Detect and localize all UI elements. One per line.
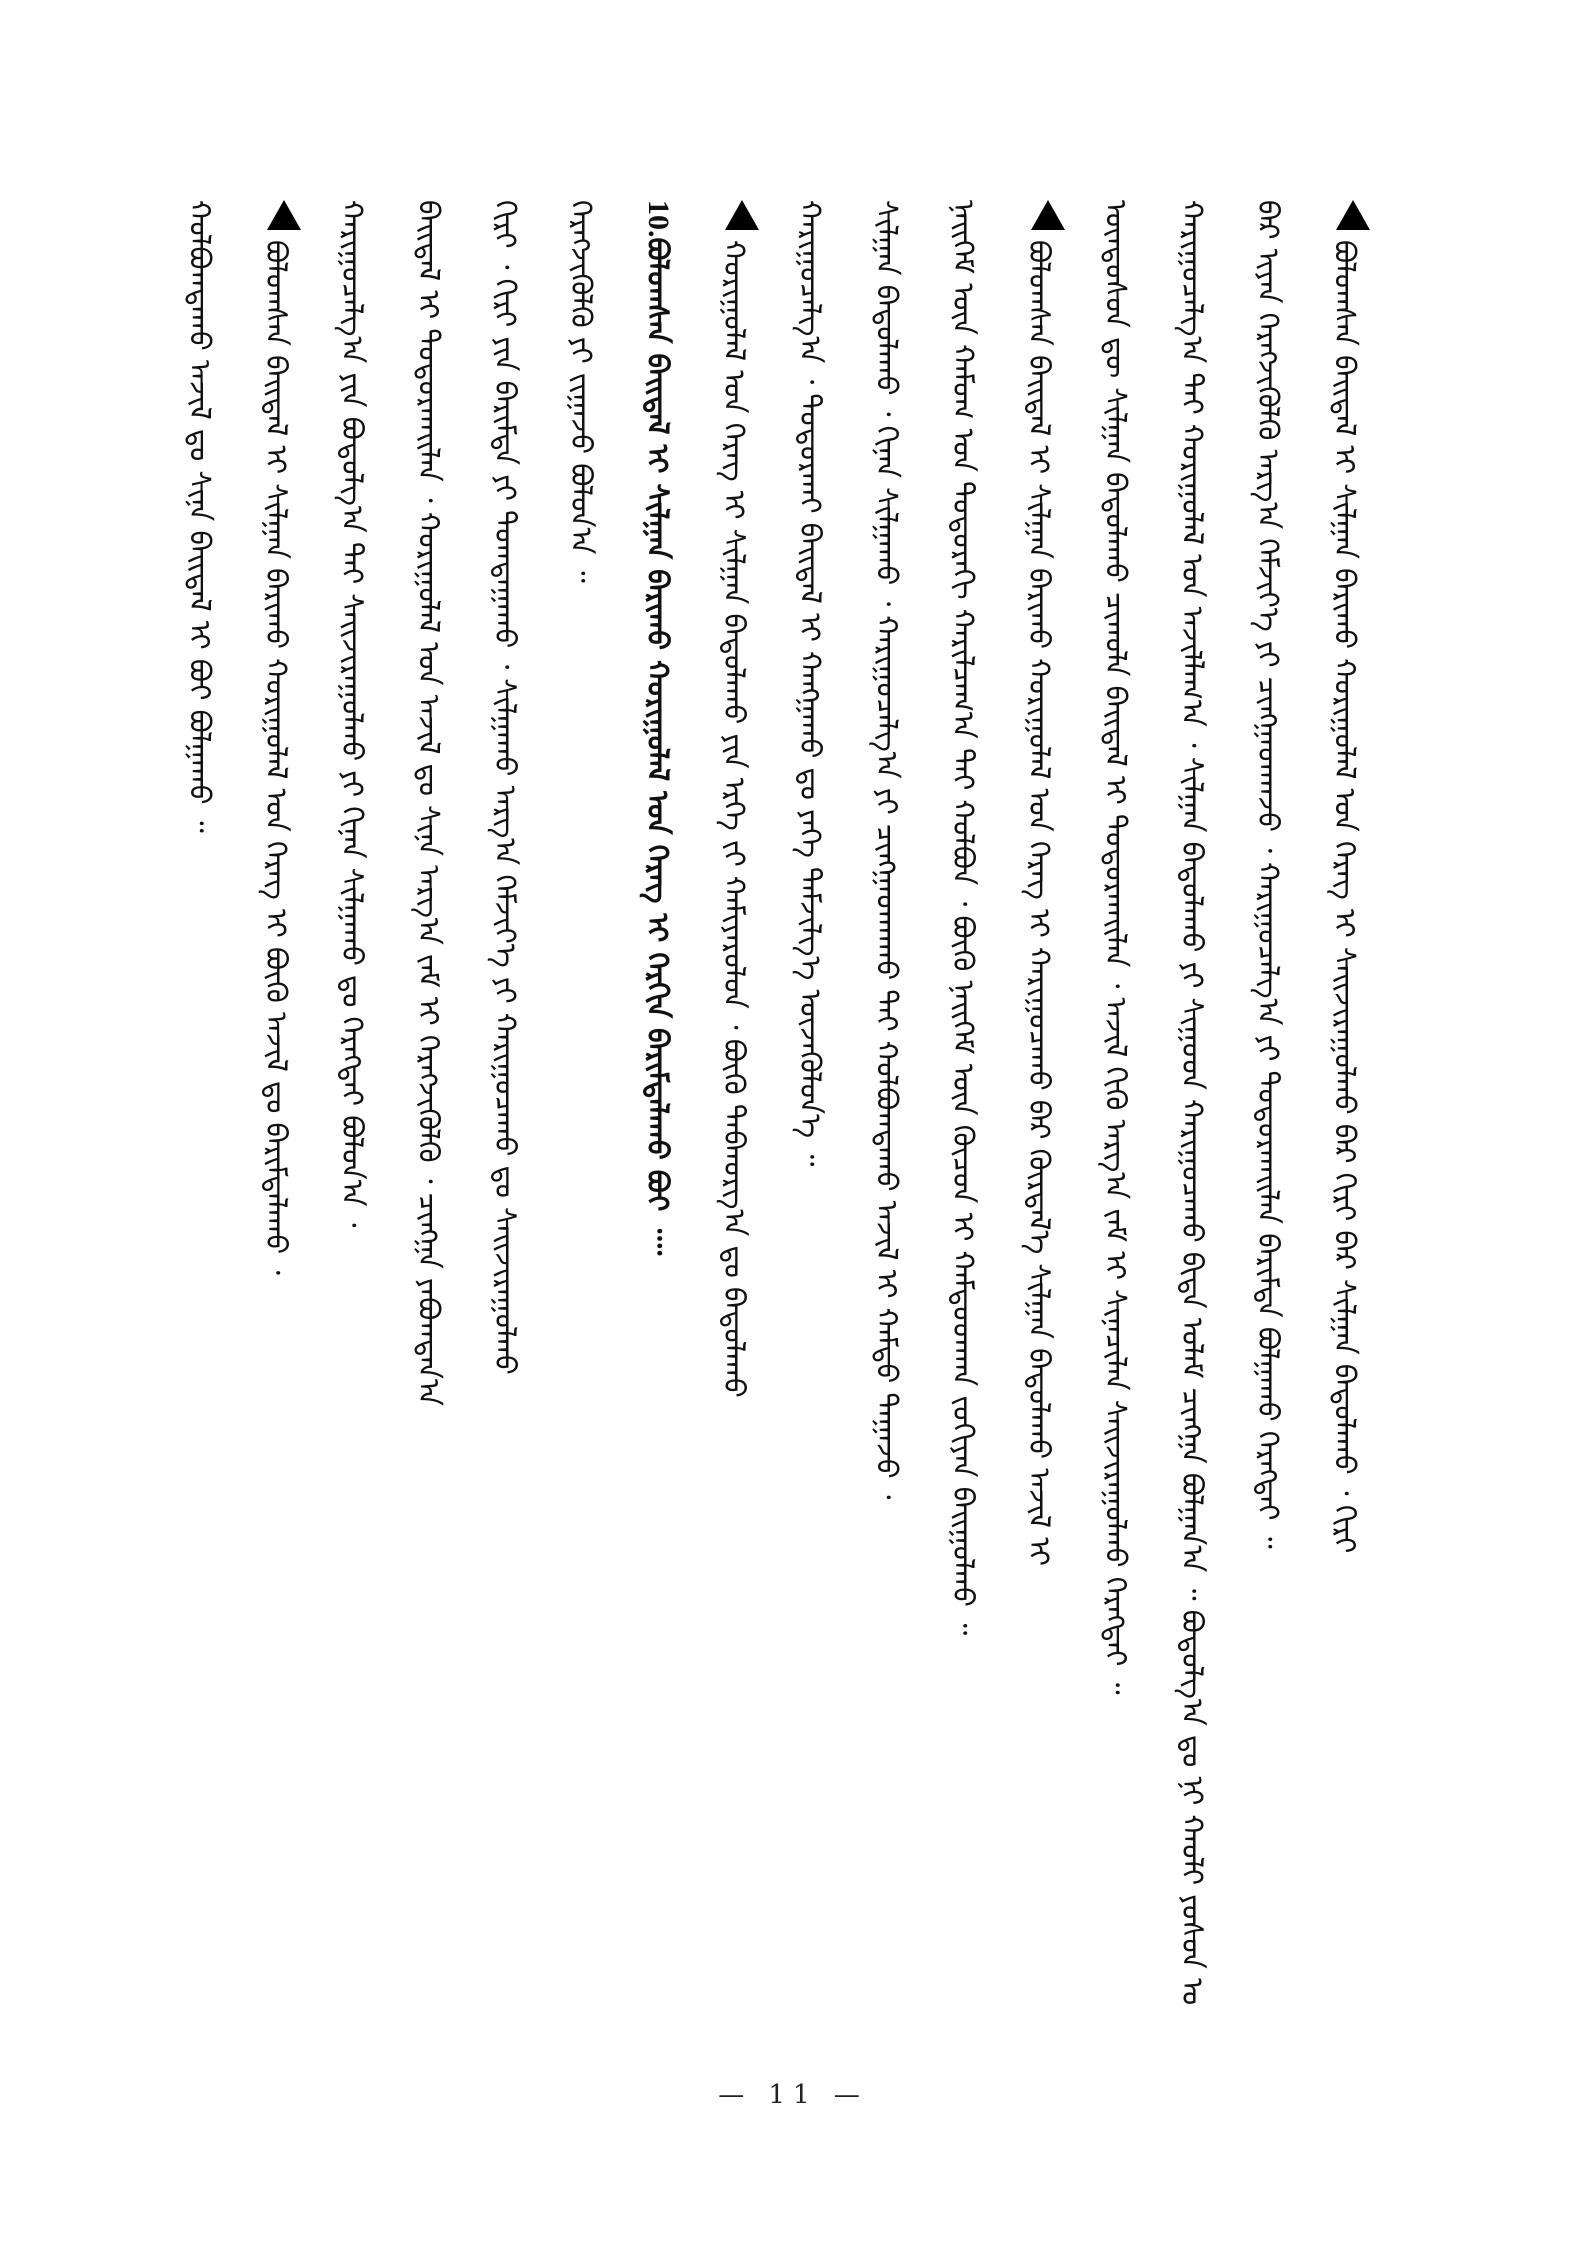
column-text: ᠬᠠᠷᠢᠭᠤᠴᠠᠯᠭ᠎ᠠ ᠶᠢᠨ ᠪᠣᠳᠤᠯᠭ᠎ᠠ ᠲᠠᠢ ᠰᠠᠢᠵᠢᠷᠠᠭᠤᠯᠬᠤ ᠶᠢ ᠬᠢᠨᠠᠨ ᠰᠢᠯᠭᠠᠬᠤ ᠳᠤ ᠬᠡᠷᠡᠭᠲᠡᠢ ᠪᠣᠯᠤᠨ᠎ᠠ ᠂ bbox=[335, 200, 370, 1228]
text-column bbox=[562, 200, 602, 2080]
column-text: ᠪᠠᠷ ᠢᠶᠠᠨ ᠬᠡᠷᠡᠭᠵᠢᠭᠦᠯᠬᠦ ᠠᠷᠭ᠎ᠠ ᠬᠡᠮᠵᠢᠶ᠎ᠡ ᠶᠢ ᠴᠢᠩᠭᠠᠳᠬᠠᠵᠤ ᠂ ᠬᠠᠷᠢᠭᠤᠴᠠᠯᠭ᠎ᠠ ᠶᠢ ᠲᠣᠳᠣᠷᠬᠠᠢᠯᠠᠨ ᠪᠠᠷᠢᠮᠲᠠ ᠪᠣᠯᠭᠠᠬᠤ ᠬᠡᠷᠡᠭᠲᠡᠢ ᠃ bbox=[1251, 200, 1286, 1549]
text-column bbox=[714, 200, 759, 2080]
column-text: ᠬᠠᠷᠢᠭᠤᠴᠠᠯᠭ᠎ᠠ ᠲᠠᠢ ᠬᠣᠷᠢᠭᠤᠯᠠᠯ ᠤᠨ ᠠᠵᠢᠯᠯᠠᠭ᠎ᠠ ᠂ ᠰᠢᠯᠭᠠᠨ ᠪᠠᠲᠤᠯᠠᠬᠤ ᠶᠢ ᠰᠢᠭᠤᠳ ᠬᠠᠷᠢᠭᠤᠴᠠᠬᠤ ᠪᠢᠳᠡ ᠤᠯᠠᠮ ᠴᠢᠩᠭᠠ ᠪᠣᠯᠭᠠᠨ᠎ᠠ ᠃ ᠪᠣᠳᠤᠯᠭ᠎ᠠ ᠳᠤ ᠨᠢ ᠬᠠᠤᠯᠢ ᠶᠣᠰᠣᠨ ᠤ bbox=[1175, 200, 1210, 2006]
column-text: ᠬᠡᠷᠡᠭᠵᠢᠭᠦᠯᠬᠦ ᠶᠢ ᠵᠢᠭᠠᠵᠤ ᠪᠣᠯᠤᠨ᠎ᠠ ᠃ bbox=[564, 200, 599, 583]
column-text: ᠬᠣᠷᠢᠭᠤᠯᠠᠯ ᠤᠨ ᠬᠡᠷᠡᠭ ᠢ ᠰᠢᠯᠭᠠᠨ ᠪᠠᠲᠤᠯᠠᠬᠤ ᠶᠢᠨ ᠡᠷᠬᠡ ᠵᠢ ᠬᠠᠮᠢᠶᠠᠷᠤᠯᠤᠨ ᠂ ᠪᠦᠬᠦ ᠳᠠᠪᠬᠤᠷᠭ᠎ᠠ ᠳᠤ ᠪᠠᠳᠤᠯᠠᠬᠤ bbox=[717, 240, 752, 1398]
column-text: ᠬᠠᠷᠢᠭᠤᠴᠠᠯᠭ᠎ᠠ ᠂ ᠲᠣᠳᠣᠷᠬᠠᠢ ᠪᠠᠢᠳᠠᠯ ᠢ ᠬᠠᠩᠭᠠᠬᠤ ᠳᠤ ᠶᠡᠬᠡ ᠳᠡᠮᠵᠢᠯᠭ᠎ᠡ ᠦᠵᠡᠭᠦᠯᠦᠨ᠎ᠡ ᠃ bbox=[793, 200, 828, 1167]
section-heading: ᠪᠣᠯᠤᠭᠰᠠᠨ ᠪᠠᠢᠳᠠᠯ ᠢ ᠰᠢᠯᠭᠠᠨ ᠪᠠᠷᠢᠬᠤ ᠬᠣᠷᠢᠭᠤᠯᠠᠯ ᠤᠨ ᠬᠡᠷᠡᠭ ᠢ ᠬᠡᠷᠬᠢᠨ ᠪᠠᠷᠢᠮᠲᠠᠯᠠᠬᠤ ᠪᠤᠢ ᠁ bbox=[641, 237, 675, 1256]
column-text: ᠪᠣᠯᠤᠭᠰᠠᠨ ᠪᠠᠢᠳᠠᠯ ᠢ ᠰᠢᠯᠭᠠᠨ ᠪᠠᠷᠢᠬᠤ ᠬᠣᠷᠢᠭᠤᠯᠠᠯ ᠤᠨ ᠬᠡᠷᠡᠭ ᠢ ᠪᠦᠬᠦ ᠠᠵᠢᠯ ᠳᠤ ᠪᠠᠷᠢᠮᠲᠠᠯᠠᠬᠤ ᠂ bbox=[259, 240, 294, 1276]
text-column bbox=[256, 200, 301, 2080]
text-column bbox=[867, 200, 907, 2080]
text-column bbox=[180, 200, 220, 2080]
text-column bbox=[409, 200, 449, 2080]
column-text: ᠦᠨᠳᠦᠰᠦᠨ ᠳᠦ ᠰᠢᠯᠭᠠᠨ ᠪᠠᠲᠤᠯᠠᠬᠤ ᠴᠢᠬᠤᠯᠠ ᠪᠠᠢᠳᠠᠯ ᠢ ᠲᠣᠳᠣᠷᠬᠠᠢᠯᠠᠨ ᠂ ᠠᠵᠢᠯ ᠬᠢᠬᠦ ᠠᠷᠭ᠎ᠠ ᠵᠠᠮ ᠢ ᠰᠢᠨᠡᠴᠢᠯᠡᠨ ᠰᠠᠢᠵᠢᠷᠠᠭᠤᠯᠬᠤ ᠬᠡᠷᠡᠭᠲᠡᠢ ᠃ bbox=[1099, 200, 1133, 1695]
column-text: ᠪᠠᠢᠳᠠᠯ ᠢ ᠲᠣᠳᠣᠷᠬᠠᠢᠯᠠᠨ ᠂ ᠬᠣᠷᠢᠭᠤᠯᠠᠯ ᠤᠨ ᠠᠵᠢᠯ ᠳᠤ ᠰᠢᠨᠡ ᠠᠷᠭ᠎ᠠ ᠵᠠᠮ ᠢ ᠬᠡᠷᠡᠭᠵᠢᠭᠦᠯᠬᠦ ᠂ ᠴᠢᠩᠭᠠ ᠶᠠᠪᠤᠭᠳᠠᠨ᠎ᠠ bbox=[412, 200, 446, 1406]
bullet-triangle-icon bbox=[267, 200, 301, 230]
text-column bbox=[638, 200, 678, 2080]
text-column bbox=[333, 200, 373, 2080]
column-text: ᠨᠡᠢᠭᠡᠮ ᠦᠨ ᠬᠠᠮᠤᠭ ᠤᠨ ᠳᠣᠲᠣᠷᠠᠬᠢ ᠬᠠᠷᠢᠯᠴᠠᠭ᠎ᠠ ᠲᠠᠢ ᠬᠣᠯᠪᠣᠨ ᠂ ᠪᠦᠬᠦ ᠨᠡᠢᠭᠡᠮ ᠦᠨ ᠬᠦᠴᠦᠨ ᠢ ᠬᠠᠮᠲᠤᠳᠬᠠᠨ ᠵᠣᠬᠢᠶᠠᠨ ᠪᠠᠢᠭᠤᠯᠬᠤ ᠃ bbox=[946, 200, 981, 1636]
text-column bbox=[1020, 200, 1065, 2080]
bullet-triangle-icon bbox=[1031, 200, 1065, 230]
bullet-triangle-icon bbox=[1336, 200, 1370, 230]
column-text: ᠬᠣᠯᠪᠣᠭᠳᠠᠬᠤ ᠠᠵᠢᠯ ᠳᠤ ᠰᠢᠨᠡ ᠪᠠᠢᠳᠠᠯ ᠢ ᠪᠣᠢ ᠪᠣᠯᠭᠠᠬᠤ ᠃ bbox=[183, 200, 217, 833]
text-column bbox=[1096, 200, 1136, 2080]
column-text: ᠰᠢᠯᠭᠠᠨ ᠪᠠᠲᠤᠯᠠᠬᠤ ᠂ ᠬᠢᠨᠠᠨ ᠰᠢᠯᠭᠠᠬᠤ ᠂ ᠬᠠᠷᠢᠭᠤᠴᠠᠯᠭ᠎ᠠ ᠶᠢ ᠴᠢᠩᠭᠠᠳᠬᠠᠬᠤ ᠲᠠᠢ ᠬᠣᠯᠪᠣᠭᠳᠠᠬᠤ ᠠᠵᠢᠯ ᠢ ᠬᠠᠮᠲᠤ ᠳᠠᠭᠠᠵᠤ ᠂ bbox=[870, 200, 904, 1500]
text-column bbox=[1172, 200, 1212, 2080]
text-column bbox=[485, 200, 525, 2080]
column-text: ᠪᠣᠯᠤᠭᠰᠠᠨ ᠪᠠᠢᠳᠠᠯ ᠢ ᠰᠢᠯᠭᠠᠨ ᠪᠠᠷᠢᠬᠤ ᠬᠣᠷᠢᠭᠤᠯᠠᠯ ᠤᠨ ᠬᠡᠷᠡᠭ ᠢ ᠬᠠᠷᠢᠭᠤᠴᠠᠬᠤ ᠪᠡᠷ ᠬᠦᠷᠲᠡᠯ᠎ᠡ ᠰᠢᠯᠭᠠᠨ ᠪᠠᠲᠤᠯᠠᠬᠤ ᠠᠵᠢᠯ ᠢ bbox=[1022, 240, 1057, 1566]
heading-number: 10. bbox=[642, 200, 675, 238]
text-column bbox=[943, 200, 983, 2080]
text-column bbox=[1325, 200, 1370, 2080]
column-text: ᠬᠢᠷᠢ ᠂ ᠬᠢᠷᠢ ᠶᠢᠨ ᠪᠠᠷᠢᠮᠲᠠ ᠶᠢ ᠲᠣᠭᠲᠠᠭᠠᠬᠤ ᠂ ᠰᠢᠯᠭᠠᠬᠤ ᠠᠷᠭ᠎ᠠ ᠬᠡᠮᠵᠢᠶ᠎ᠡ ᠶᠢ ᠬᠠᠷᠢᠭᠤᠴᠠᠬᠤ ᠳᠤ ᠰᠠᠢᠵᠢᠷᠠᠭᠤᠯᠬᠤ bbox=[488, 200, 523, 1375]
column-text: ᠪᠣᠯᠤᠭᠰᠠᠨ ᠪᠠᠢᠳᠠᠯ ᠢ ᠰᠢᠯᠭᠠᠨ ᠪᠠᠷᠢᠬᠤ ᠬᠣᠷᠢᠭᠤᠯᠠᠯ ᠤᠨ ᠬᠡᠷᠡᠭ ᠢ ᠰᠠᠢᠵᠢᠷᠠᠭᠤᠯᠬᠤ ᠪᠡᠷ ᠬᠢᠷᠢ ᠪᠠᠷ ᠰᠢᠯᠭᠠᠨ ᠪᠠᠲᠤᠯᠠᠬᠤ ᠂ ᠬᠢᠷᠢ bbox=[1328, 240, 1362, 1554]
page-number: — 11 — bbox=[718, 2080, 868, 2110]
text-column bbox=[1249, 200, 1289, 2080]
text-column bbox=[791, 200, 831, 2080]
text-body bbox=[180, 200, 1365, 2080]
bullet-triangle-icon bbox=[725, 200, 759, 230]
